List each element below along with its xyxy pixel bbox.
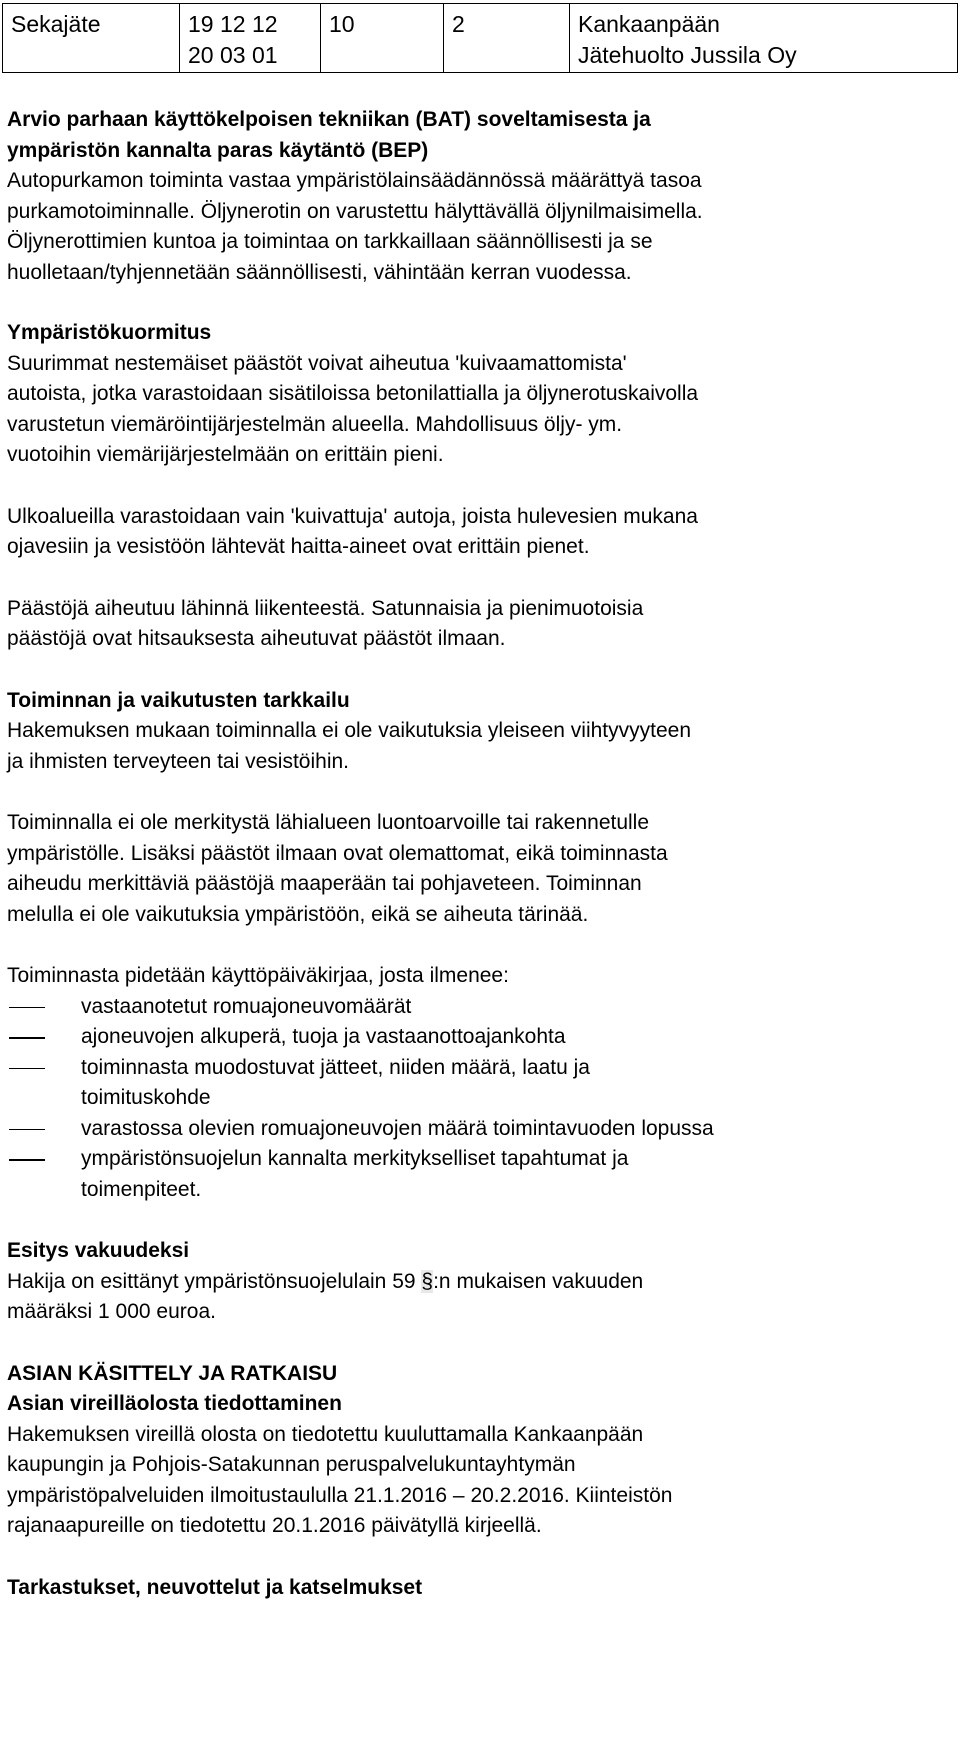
env-load-text-line: päästöjä ovat hitsauksesta aiheutuvat päästöt ilmaan. xyxy=(7,627,506,650)
bat-section xyxy=(7,105,952,288)
env-load-text-line: autoista, jotka varastoidaan sisätiloissa betonilattialla ja öljynerotuskaivolla xyxy=(7,382,699,405)
monitoring-heading: Toiminnan ja vaikutusten tarkkailu xyxy=(7,688,350,712)
document-body xyxy=(7,105,952,1603)
section-sign: § xyxy=(421,1269,434,1293)
env-load-text-line: ojavesiin ja vesistöön lähtevät haitta-aineet ovat erittäin pienet. xyxy=(7,535,590,558)
bat-heading-line-1: Arvio parhaan käyttökelpoisen tekniikan (BAT) soveltamisesta ja xyxy=(7,108,651,131)
env-load-text-line: Suurimmat nestemäiset päästöt voivat aiheutua 'kuivaamattomista' xyxy=(7,351,627,375)
handling-text-line: kaupungin ja Pohjois-Satakunnan peruspalvelukuntayhtymän xyxy=(7,1453,576,1476)
logbook-intro: Toiminnasta pidetään käyttöpäiväkirjaa, josta ilmenee: xyxy=(7,964,509,987)
waste-info-row xyxy=(3,4,958,73)
monitoring-text-line: melulla ei ole vaikutuksia ympäristöön, eikä se aiheuta tärinää. xyxy=(7,902,589,926)
handling-text-line: rajanaapureille on tiedotettu 20.1.2016 päivätyllä kirjeellä. xyxy=(7,1514,542,1537)
spacer xyxy=(7,1542,952,1573)
receiver-line-1: Kankaanpään xyxy=(578,11,720,37)
spacer xyxy=(7,471,952,502)
env-load-text-line: varustetun viemäröintijärjestelmän alueella. Mahdollisuus öljy- ym. xyxy=(7,412,623,436)
bat-text-line: Öljynerottimien kuntoa ja toimintaa on tarkkaillaan säännöllisesti ja se xyxy=(7,230,653,253)
env-load-text-line: Ulkoalueilla varastoidaan vain 'kuivattuja' autoja, joista hulevesien mukana xyxy=(7,504,698,528)
waste-code-cell xyxy=(180,4,321,73)
bat-heading-line-2: ympäristön kannalta paras käytäntö (BEP) xyxy=(7,138,429,162)
list-item xyxy=(7,1144,952,1205)
bat-text-line: huolletaan/tyhjennetään säännöllisesti, vähintään kerran vuodessa. xyxy=(7,260,632,284)
storage-cell xyxy=(444,4,570,73)
list-item xyxy=(7,992,952,1023)
list-item-text: varastossa olevien romuajoneuvojen määrä toimintavuoden lopussa xyxy=(81,1116,714,1140)
handling-section xyxy=(7,1359,952,1542)
list-item xyxy=(7,1053,952,1114)
amount-value: 10 xyxy=(329,11,355,37)
list-item-text: vastaanotetut romuajoneuvomäärät xyxy=(81,994,412,1018)
waste-type: Sekajäte xyxy=(11,11,101,37)
env-load-section xyxy=(7,318,952,655)
storage-value: 2 xyxy=(452,11,465,37)
spacer xyxy=(7,655,952,686)
monitoring-section xyxy=(7,686,952,1206)
guarantee-text-c: :n mukaisen vakuuden xyxy=(433,1269,644,1293)
guarantee-section xyxy=(7,1236,952,1328)
logbook-list xyxy=(7,992,952,1206)
monitoring-text-line: Toiminnalla ei ole merkitystä lähialueen luontoarvoille tai rakennetulle xyxy=(7,811,650,834)
list-item-text: ajoneuvojen alkuperä, tuoja ja vastaanottoajankohta xyxy=(81,1025,566,1048)
env-load-text-line: vuotoihin viemärijärjestelmään on erittäin pieni. xyxy=(7,443,444,466)
handling-text-line: ympäristöpalveluiden ilmoitustaululla 21.1.2016 – 20.2.2016. Kiinteistön xyxy=(7,1483,673,1507)
bat-text-line: purkamotoiminnalle. Öljynerotin on varustettu hälyttävällä öljynilmaisimella. xyxy=(7,199,703,223)
guarantee-text-line: määräksi 1 000 euroa. xyxy=(7,1300,216,1323)
guarantee-text-a: Hakija on esittänyt ympäristönsuojelulain 59 xyxy=(7,1269,422,1293)
receiver-line-2: Jätehuolto Jussila Oy xyxy=(578,42,797,68)
inspections-section xyxy=(7,1573,952,1604)
list-item xyxy=(7,1022,952,1053)
spacer xyxy=(7,930,952,961)
list-item-text: ympäristönsuojelun kannalta merkitykselliset tapahtumat ja xyxy=(81,1147,629,1170)
bat-text-line: Autopurkamon toiminta vastaa ympäristölainsäädännössä määrättyä tasoa xyxy=(7,169,702,192)
handling-text-line: Hakemuksen vireillä olosta on tiedotettu kuuluttamalla Kankaanpään xyxy=(7,1422,644,1446)
guarantee-heading: Esitys vakuudeksi xyxy=(7,1239,190,1262)
handling-subheading: Asian vireilläolosta tiedottaminen xyxy=(7,1392,342,1415)
spacer xyxy=(7,288,952,318)
monitoring-text-line: aiheudu merkittäviä päästöjä maaperään tai pohjaveteen. Toiminnan xyxy=(7,872,642,895)
handling-heading: ASIAN KÄSITTELY JA RATKAISU xyxy=(7,1361,338,1385)
inspections-heading: Tarkastukset, neuvottelut ja katselmukset xyxy=(7,1575,423,1599)
list-item-text: toiminnasta muodostuvat jätteet, niiden määrä, laatu ja xyxy=(81,1055,590,1079)
waste-type-cell xyxy=(3,4,180,73)
env-load-heading: Ympäristökuormitus xyxy=(7,321,212,344)
list-item xyxy=(7,1114,952,1145)
waste-info-table xyxy=(2,3,958,73)
monitoring-text-line: Hakemuksen mukaan toiminnalla ei ole vaikutuksia yleiseen viihtyvyyteen xyxy=(7,719,692,742)
spacer xyxy=(7,1328,952,1359)
monitoring-text-line: ja ihmisten terveyteen tai vesistöihin. xyxy=(7,749,349,773)
monitoring-text-line: ympäristölle. Lisäksi päästöt ilmaan ovat olemattomat, eikä toiminnasta xyxy=(7,841,668,865)
env-load-text-line: Päästöjä aiheutuu lähinnä liikenteestä. Satunnaisia ja pienimuotoisia xyxy=(7,596,644,620)
waste-code-2: 20 03 01 xyxy=(188,42,278,68)
waste-code-1: 19 12 12 xyxy=(188,11,278,37)
list-item-text-cont: toimituskohde xyxy=(81,1086,211,1109)
receiver-cell xyxy=(570,4,958,73)
guarantee-text-line xyxy=(7,1267,952,1298)
spacer xyxy=(7,1205,952,1236)
spacer xyxy=(7,563,952,594)
list-item-text-cont: toimenpiteet. xyxy=(81,1177,202,1201)
amount-cell xyxy=(321,4,444,73)
spacer xyxy=(7,777,952,808)
